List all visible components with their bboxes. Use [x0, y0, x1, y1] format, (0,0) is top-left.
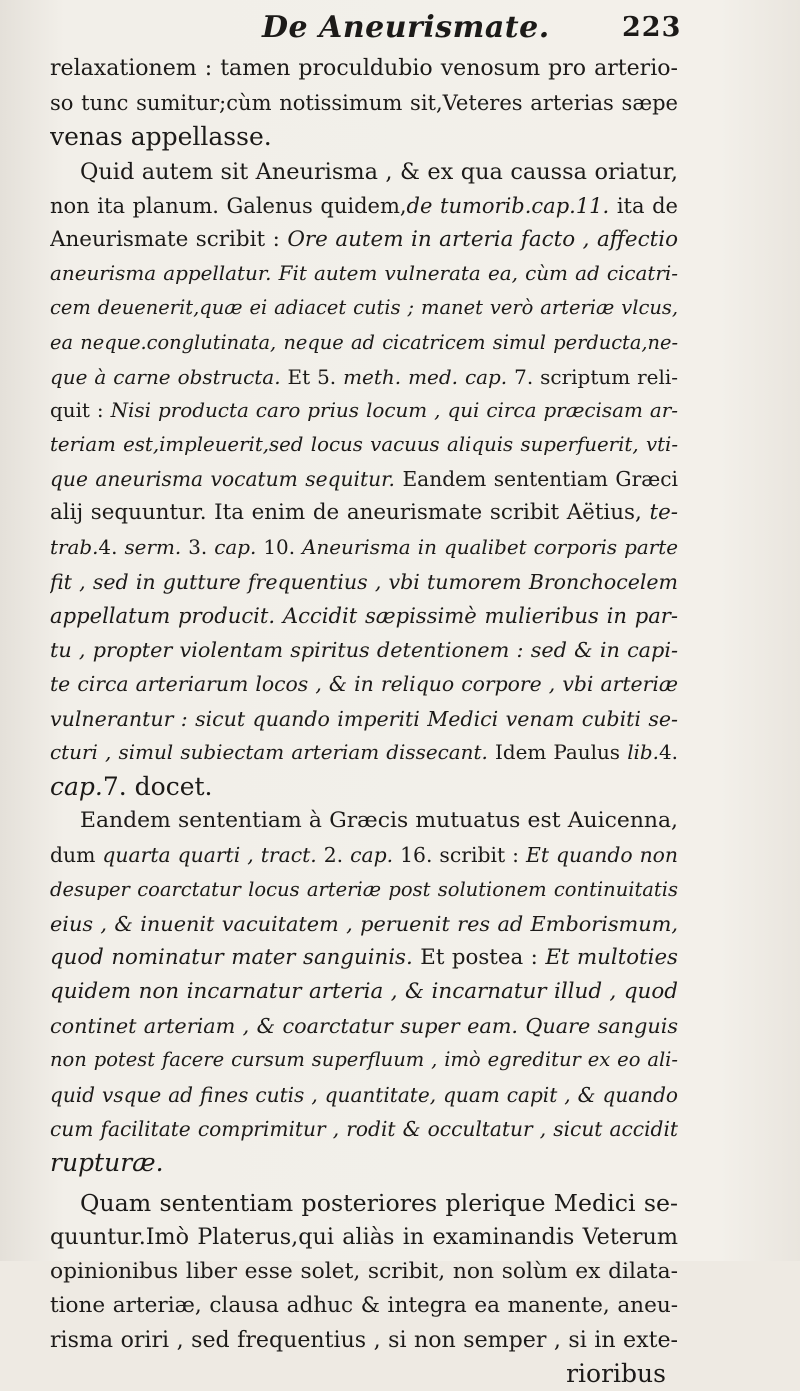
- text-run: 7. docet.: [102, 771, 213, 801]
- text-run: risma oriri , sed frequentius , si non semper , si in exte-: [50, 1326, 678, 1353]
- text-line: [50, 667, 678, 701]
- italic-run: Et quando non: [526, 843, 678, 868]
- italic-run: quarta quarti , tract.: [102, 843, 317, 868]
- italic-run: cum facilitate comprimitur , rodit & occultatur , sicut accidit: [50, 1116, 678, 1141]
- italic-run: Et multoties: [545, 944, 678, 970]
- text-line: [50, 257, 678, 291]
- text-run: Quam sententiam posteriores plerique Medici se-: [80, 1189, 678, 1218]
- text-run: Et 5.: [280, 364, 344, 389]
- text-line: [50, 223, 678, 257]
- italic-run: tu , propter violentam spiritus detentionem : sed & in capi-: [50, 638, 678, 663]
- body-text: [50, 52, 678, 1391]
- text-line: [50, 291, 678, 325]
- text-line: [50, 394, 678, 428]
- text-run: 16. scribit :: [393, 843, 526, 868]
- text-line: [50, 326, 678, 360]
- italic-run: rupturæ.: [50, 1148, 164, 1177]
- text-run: tione arteriæ, clausa adhuc & integra ea manente, aneu-: [50, 1292, 678, 1318]
- italic-run: eius , & inuenit vacuitatem , peruenit res ad Emborismum,: [50, 911, 678, 936]
- italic-run: appellatum producit. Accidit sæpissimè mulieribus in par-: [50, 603, 678, 628]
- catchword: [50, 1357, 678, 1391]
- text-line: [50, 1220, 678, 1254]
- text-run: 3.: [181, 535, 215, 559]
- italic-run: que aneurisma vocatum sequitur.: [50, 467, 395, 492]
- text-line: [50, 565, 678, 599]
- text-run: Eandem sententiam Græci: [394, 467, 678, 492]
- italic-run: te-: [649, 500, 678, 526]
- italic-run: quid vsque ad fines cutis , quantitate, quam capit , & quando: [50, 1082, 678, 1107]
- text-run: venas appellasse.: [50, 122, 272, 152]
- text-run: non ita planum. Galenus quidem,: [50, 192, 407, 218]
- text-line: [50, 770, 678, 804]
- text-line: [50, 189, 678, 223]
- italic-run: ea neque.conglutinata, neque ad cicatricem simul perducta,ne-: [50, 330, 678, 354]
- italic-run: non potest facere cursum superfluum , imò egreditur ex eo ali-: [50, 1048, 678, 1072]
- italic-run: continet arteriam , & coarctatur super eam. Quare sanguis: [50, 1014, 678, 1039]
- text-line: [50, 428, 678, 462]
- text-run: rioribus: [566, 1359, 666, 1389]
- text-run: Eandem sententiam à Græcis mutuatus est Auicenna,: [80, 808, 678, 834]
- text-line: [50, 702, 678, 736]
- italic-run: quod nominatur mater sanguinis.: [50, 944, 413, 970]
- text-line: [50, 599, 678, 633]
- italic-run: cap.: [350, 843, 394, 868]
- italic-run: de tumorib.cap.11.: [406, 192, 610, 218]
- text-line: [50, 804, 678, 838]
- italic-run: quidem non incarnatur arteria , & incarnatur illud , quod: [50, 979, 678, 1005]
- italic-run: trab.: [50, 535, 99, 559]
- text-line: [50, 975, 678, 1009]
- text-run: 4.: [98, 535, 125, 559]
- text-run: quit :: [50, 398, 111, 422]
- text-run: relaxationem : tamen proculdubio venosum pro arterio-: [50, 56, 678, 81]
- text-run: dum: [50, 843, 103, 868]
- text-line: [50, 52, 678, 86]
- text-line: [50, 462, 678, 496]
- text-line: [50, 496, 678, 530]
- text-line: [50, 873, 678, 907]
- italic-run: cap.: [50, 771, 103, 801]
- italic-run: Ore autem in arteria facto , affectio: [287, 226, 678, 252]
- italic-run: desuper coarctatur locus arteriæ post solutionem continuitatis: [50, 877, 678, 901]
- italic-run: lib.: [627, 740, 659, 764]
- text-run: Aneurismate scribit :: [50, 226, 288, 252]
- text-line: [50, 1009, 678, 1043]
- text-run: opinionibus liber esse solet, scribit, non solùm ex dilata-: [50, 1258, 678, 1284]
- text-line: [50, 120, 678, 154]
- text-run: ita de: [609, 192, 678, 218]
- italic-run: cap.: [214, 535, 257, 559]
- text-line: [50, 86, 678, 120]
- italic-run: teriam est,impleuerit,sed locus vacuus aliquis superfuerit, vti-: [50, 433, 678, 457]
- text-run: 7. scriptum reli-: [507, 364, 678, 389]
- text-run: 4.: [659, 740, 678, 764]
- italic-run: cem deuenerit,quæ ei adiacet cutis ; manet verò arteriæ vlcus,: [50, 296, 678, 320]
- text-run: alij sequuntur. Ita enim de aneurismate scribit Aëtius,: [50, 500, 650, 526]
- text-run: 10.: [256, 535, 303, 559]
- italic-run: meth. med. cap.: [343, 364, 508, 389]
- text-line: [50, 1186, 678, 1220]
- text-line: [50, 155, 678, 189]
- text-line: [50, 1078, 678, 1112]
- text-line: [50, 360, 678, 394]
- italic-run: aneurisma appellatur. Fit autem vulnerata ea, cùm ad cicatri-: [50, 262, 678, 286]
- italic-run: serm.: [124, 535, 182, 559]
- italic-run: que à carne obstructa.: [50, 364, 281, 389]
- italic-run: vulnerantur : sicut quando imperiti Medici venam cubiti se-: [50, 706, 678, 731]
- text-run: so tunc sumitur;cùm notissimum sit,Veteres arterias sæpe: [50, 90, 678, 116]
- text-run: Quid autem sit Aneurisma , & ex qua caussa oriatur,: [80, 158, 678, 185]
- text-run: Et postea :: [412, 944, 546, 970]
- text-line: [50, 838, 678, 872]
- italic-run: Aneurisma in qualibet corporis parte: [302, 535, 678, 559]
- running-head: De Aneurismate.: [262, 10, 550, 45]
- text-line: [50, 1323, 678, 1357]
- text-line: [50, 1255, 678, 1289]
- text-line: [50, 1112, 678, 1146]
- page-number: 223: [622, 12, 682, 43]
- text-line: [50, 907, 678, 941]
- text-run: 2.: [316, 843, 351, 868]
- text-line: [50, 1146, 678, 1180]
- text-line: [50, 941, 678, 975]
- italic-run: Nisi producta caro prius locum , qui circa præcisam ar-: [110, 398, 678, 422]
- text-line: [50, 736, 678, 770]
- text-line: [50, 1043, 678, 1077]
- text-line: [50, 633, 678, 667]
- italic-run: cturi , simul subiectam arteriam dissecant.: [50, 740, 488, 764]
- page-header: [0, 10, 800, 50]
- text-line: [50, 531, 678, 565]
- text-run: quuntur.Imò Platerus,qui aliàs in examinandis Veterum: [50, 1224, 678, 1251]
- italic-run: fit , sed in gutture frequentius , vbi tumorem Bronchocelem: [50, 569, 678, 594]
- italic-run: te circa arteriarum locos , & in reliquo corpore , vbi arteriæ: [50, 672, 678, 697]
- text-run: Idem Paulus: [487, 740, 628, 764]
- text-line: [50, 1289, 678, 1323]
